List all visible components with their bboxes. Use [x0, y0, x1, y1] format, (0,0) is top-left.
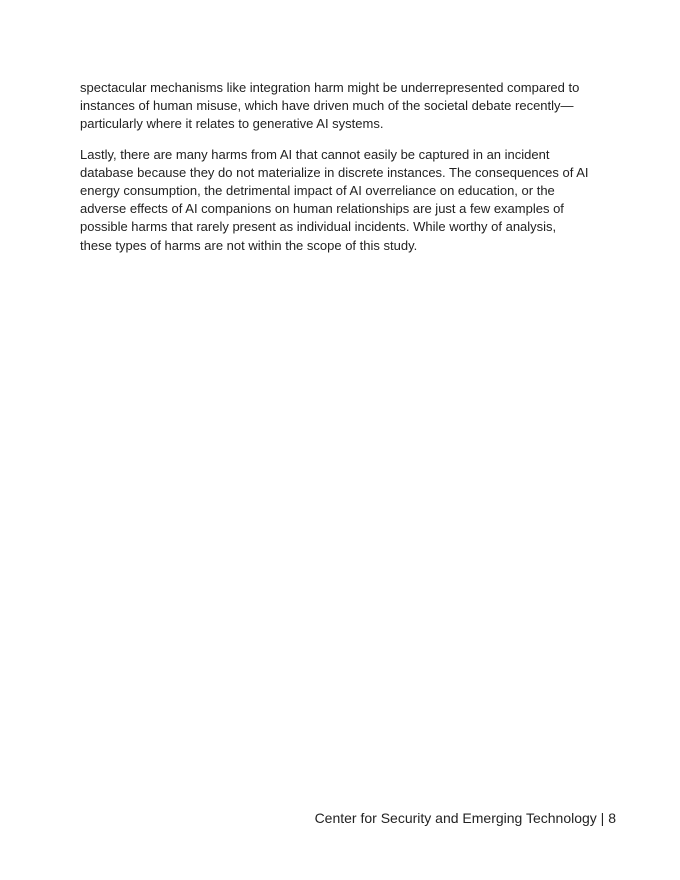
- text-line: possible harms that rarely present as individual incidents. While worthy of analysis,: [80, 219, 557, 235]
- paragraph-continuation: [80, 79, 610, 134]
- text-line: database because they do not materialize in discrete instances. The consequences of AI: [80, 164, 589, 180]
- body-text: [80, 79, 610, 267]
- page-footer: Center for Security and Emerging Technology | 8: [314, 810, 616, 826]
- text-line: adverse effects of AI companions on human relationships are just a few examples of: [80, 201, 564, 217]
- text-line: these types of harms are not within the scope of this study.: [80, 237, 418, 253]
- text-line: spectacular mechanisms like integration harm might be underrepresented compared to: [80, 80, 580, 95]
- text-line: energy consumption, the detrimental impact of AI overreliance on education, or the: [80, 183, 555, 199]
- paragraph-lastly: [80, 146, 610, 255]
- text-line: instances of human misuse, which have driven much of the societal debate recently—: [80, 98, 574, 114]
- text-line: Lastly, there are many harms from AI that cannot easily be captured in an incident: [80, 146, 550, 162]
- text-line: particularly where it relates to generative AI systems.: [80, 116, 384, 132]
